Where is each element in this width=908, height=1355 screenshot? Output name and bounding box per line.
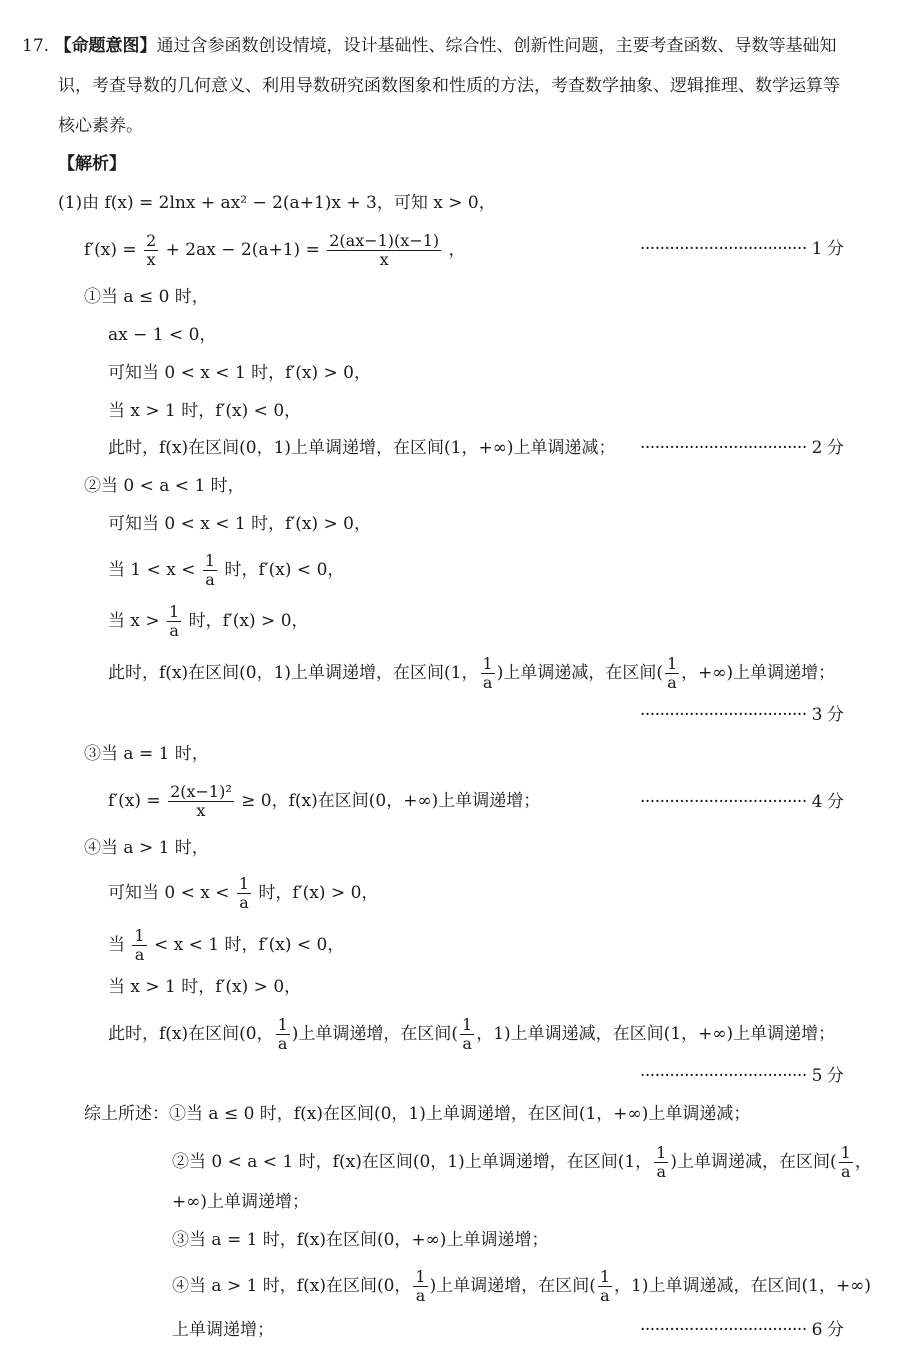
fraction-1-over-a: $\frac{1}{a}$ [169, 602, 180, 640]
question-intent-line-1 [22, 34, 836, 58]
score-5: ·································· 5 分 [640, 1066, 844, 1086]
case-2-line-b: 当 1 < x < $\frac{1}{a}$ 时，f′(x) < 0， [108, 551, 345, 589]
question-intent-line-2 [58, 74, 840, 98]
case-2-line-a: 可知当 0 < x < 1 时，f′(x) > 0， [108, 514, 372, 534]
case-1-conclusion: 此时，f(x)在区间(0，1)上单调递增，在区间(1，+∞)上单调递减； [108, 438, 616, 458]
score-4: ·································· 4 分 [640, 792, 844, 812]
analysis-tag: 【解析】 [58, 154, 126, 174]
question-intent-line-3 [58, 114, 143, 138]
question-number: 17. [22, 36, 50, 56]
fraction-1-over-a: $\frac{1}{a}$ [277, 1015, 288, 1053]
derivative-post: ， [448, 240, 466, 260]
case-1-line-c: 当 x > 1 时，f′(x) < 0， [108, 401, 302, 421]
analysis-heading [58, 152, 126, 176]
intent-tag: 【命题意图】 [54, 36, 157, 56]
solution-line-domain: (1)由 f(x) = 2lnx + ax² − 2(a+1)x + 3，可知 x > 0， [58, 193, 496, 213]
case-2-conclusion: 此时，f(x)在区间(0，1)上单调递增，在区间(1， $\frac{1}{a}$ )上单调递减，在区间( $\frac{1}{a}$ ，+∞)上单调递增； [108, 654, 836, 692]
case-4-line-c: 当 x > 1 时，f′(x) > 0， [108, 977, 302, 997]
derivative-lhs: f′(x) = [84, 240, 137, 260]
fraction-1-over-a: $\frac{1}{a}$ [666, 654, 678, 692]
case-3-heading: ③当 a = 1 时， [84, 744, 209, 764]
case-4-line-b: 当 $\frac{1}{a}$ < x < 1 时，f′(x) < 0， [108, 926, 345, 964]
summary-line-4: ④当 a > 1 时，f(x)在区间(0， $\frac{1}{a}$ )上单调递增，在区间( $\frac{1}{a}$ ，1)上单调递减，在区间(1，+∞) [172, 1267, 871, 1305]
fraction-1-over-a: $\frac{1}{a}$ [482, 654, 493, 692]
case-1-line-a: ax − 1 < 0， [108, 325, 217, 345]
intent-text-3: 核心素养。 [58, 116, 143, 136]
fraction-derivative [327, 232, 441, 269]
derivative-line [84, 232, 466, 269]
fraction-square: $\frac{\text{2(x−1)²}}{x}$ [170, 782, 232, 820]
case-3-line-a: f′(x) = $\frac{\text{2(x−1)²}}{x}$ ≥ 0，f(x)在区间(0，+∞)上单调递增； [108, 782, 541, 820]
summary-line-2b: +∞)上单调递增； [172, 1192, 310, 1212]
fraction-2-over-x [144, 232, 158, 269]
summary-line-4b: 上单调递增； [172, 1320, 274, 1340]
fraction-1-over-a: $\frac{1}{a}$ [415, 1267, 426, 1305]
frac-num: 2 [146, 231, 157, 250]
frac-num: 2(ax−1)(x−1) [329, 231, 440, 250]
fraction-1-over-a: $\frac{1}{a}$ [238, 874, 250, 912]
fraction-1-over-a: $\frac{1}{a}$ [599, 1267, 611, 1305]
intent-text-1: 通过含参函数创设情境，设计基础性、综合性、创新性问题，主要考查函数、导数等基础知 [156, 36, 837, 56]
frac-den: x [379, 250, 389, 269]
case-4-line-a: 可知当 0 < x < $\frac{1}{a}$ 时，f′(x) > 0， [108, 874, 379, 912]
score-3: ·································· 3 分 [640, 705, 844, 725]
score-6: ·································· 6 分 [640, 1320, 844, 1340]
case-2-heading: ②当 0 < a < 1 时， [84, 476, 245, 496]
case-1-heading: ①当 a ≤ 0 时， [84, 287, 209, 307]
fraction-1-over-a: $\frac{1}{a}$ [204, 551, 216, 589]
case-1-line-b: 可知当 0 < x < 1 时，f′(x) > 0， [108, 363, 372, 383]
fraction-1-over-a: $\frac{1}{a}$ [462, 1015, 473, 1053]
derivative-mid: + 2ax − 2(a+1) = [165, 240, 320, 260]
fraction-1-over-a: $\frac{1}{a}$ [840, 1143, 851, 1181]
summary-line-1: 综上所述：①当 a ≤ 0 时，f(x)在区间(0，1)上单调递增，在区间(1，+∞)上单调递减； [84, 1104, 751, 1124]
score-1: ·································· 1 分 [640, 239, 844, 259]
intent-text-2: 识，考查导数的几何意义、利用导数研究函数图象和性质的方法，考查数学抽象、逻辑推理、数学运算等 [58, 76, 840, 96]
score-2: ·································· 2 分 [640, 438, 844, 458]
case-4-conclusion: 此时，f(x)在区间(0， $\frac{1}{a}$ )上单调递增，在区间( $\frac{1}{a}$ ，1)上单调递减，在区间(1，+∞)上单调递增； [108, 1015, 836, 1053]
fraction-1-over-a: $\frac{1}{a}$ [656, 1143, 667, 1181]
summary-line-3: ③当 a = 1 时，f(x)在区间(0，+∞)上单调递增； [172, 1230, 549, 1250]
case-2-line-c: 当 x > $\frac{1}{a}$ 时，f′(x) > 0， [108, 602, 309, 640]
fraction-1-over-a: $\frac{1}{a}$ [134, 926, 145, 964]
frac-den: x [146, 250, 156, 269]
summary-line-2: ②当 0 < a < 1 时，f(x)在区间(0，1)上单调递增，在区间(1， $\frac{1}{a}$ )上单调递减，在区间( $\frac{1}{a}$ ， [172, 1143, 872, 1181]
case-4-heading: ④当 a > 1 时， [84, 838, 209, 858]
